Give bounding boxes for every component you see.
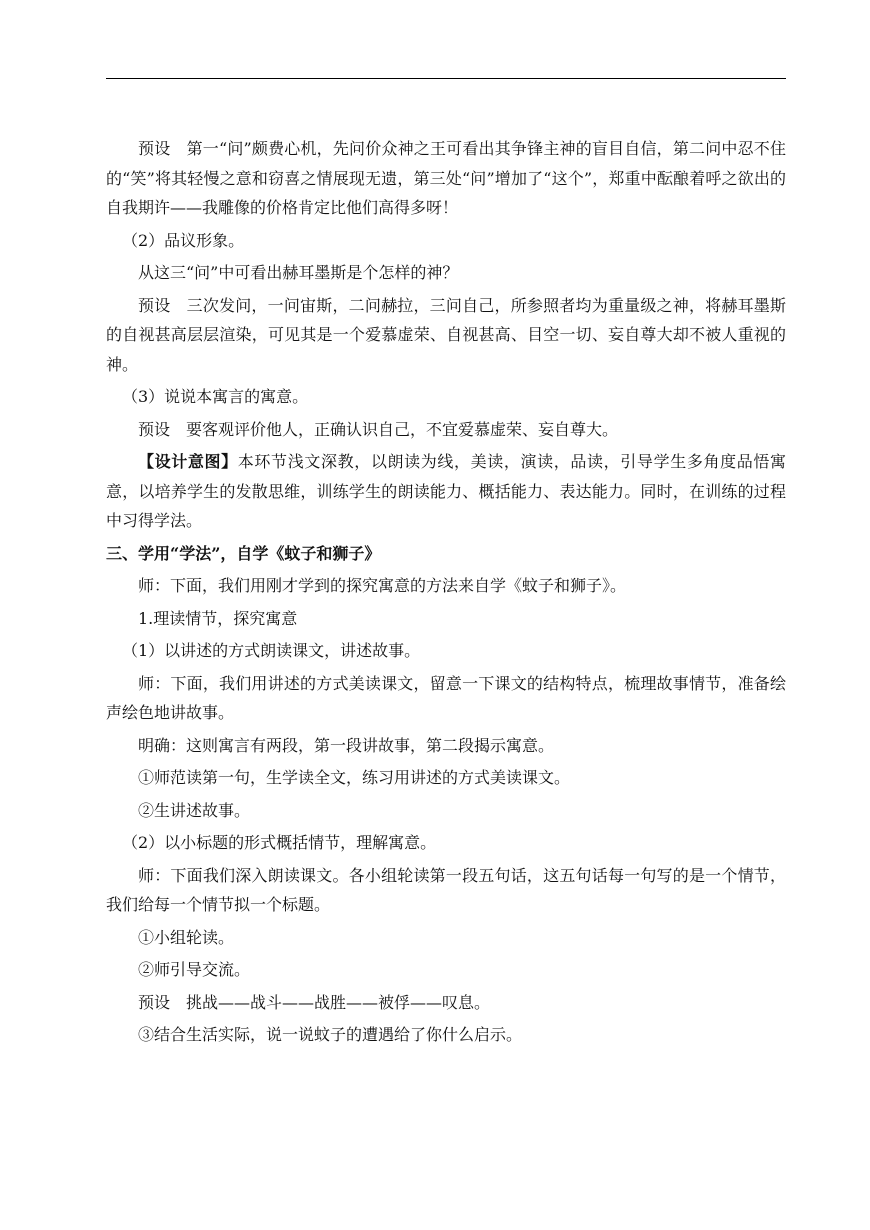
paragraph: ②师引导交流。: [138, 960, 251, 979]
document-body: [106, 134, 786, 1050]
paragraph: 明确：这则寓言有两段，第一段讲故事，第二段揭示寓意。: [138, 735, 555, 755]
paragraph: （2）品议形象。: [122, 230, 245, 250]
design-intent-body: 本环节浅文深教，以朗读为线，美读，演读，品读，引导学生多角度品悟寓意，以培养学生的发散思维，训练学生的朗读能力、概括能力、表达能力。同时，在训练的过程中习得学法。: [106, 452, 786, 530]
paragraph: 从这三“问”中可看出赫耳墨斯是个怎样的神？: [138, 263, 459, 282]
paragraph: 师：下面我们深入朗读课文。各小组轮读第一段五句话，这五句话每一句写的是一个情节，我们给每一个情节拟一个标题。: [106, 865, 786, 914]
paragraph: ③结合生活实际，说一说蚊子的遭遇给了你什么启示。: [138, 1025, 523, 1044]
design-intent-label: 【设计意图】: [138, 452, 238, 471]
paragraph: 师：下面，我们用刚才学到的探究寓意的方法来自学《蚊子和狮子》。: [138, 576, 627, 595]
paragraph: （1）以讲述的方式朗读课文，讲述故事。: [122, 641, 421, 660]
paragraph: ②生讲述故事。: [138, 800, 251, 820]
paragraph: 师：下面，我们用讲述的方式美读课文，留意一下课文的结构特点，梳理故事情节，准备绘声绘色地讲故事。: [106, 673, 786, 722]
design-intent-paragraph: [106, 447, 786, 536]
paragraph: ①小组轮读。: [138, 927, 235, 947]
header-rule: [106, 78, 786, 79]
paragraph: （2）以小标题的形式概括情节，理解寓意。: [122, 833, 437, 852]
subheading: 1.理读情节，探究寓意: [138, 608, 298, 628]
paragraph: （3）说说本寓言的寓意。: [122, 387, 309, 406]
paragraph: 预设 挑战——战斗——战胜——被俘——叹息。: [138, 992, 491, 1012]
paragraph: 预设 第一“问”颇费心机，先问价众神之王可看出其争锋主神的盲目自信，第二问中忍不住的“笑”将其轻慢之意和窃喜之情展现无遗，第三处“问”增加了“这个”，郑重中酝酿着呼之欲出的自我期许——我雕像的价格肯定比他们高得多呀！: [106, 139, 786, 217]
paragraph: ①师范读第一句，生学读全文，练习用讲述的方式美读课文。: [138, 768, 571, 787]
paragraph: 预设 三次发问，一问宙斯，二问赫拉，三问自己，所参照者均为重量级之神，将赫耳墨斯的自视甚高层层渲染，可见其是一个爱慕虚荣、自视甚高、目空一切、妄自尊大却不被人重视的神。: [106, 295, 786, 374]
paragraph: 预设 要客观评价他人，正确认识自己，不宜爱慕虚荣、妄自尊大。: [138, 419, 619, 439]
section-heading: 三、学用“学法”，自学《蚊子和狮子》: [106, 543, 381, 563]
